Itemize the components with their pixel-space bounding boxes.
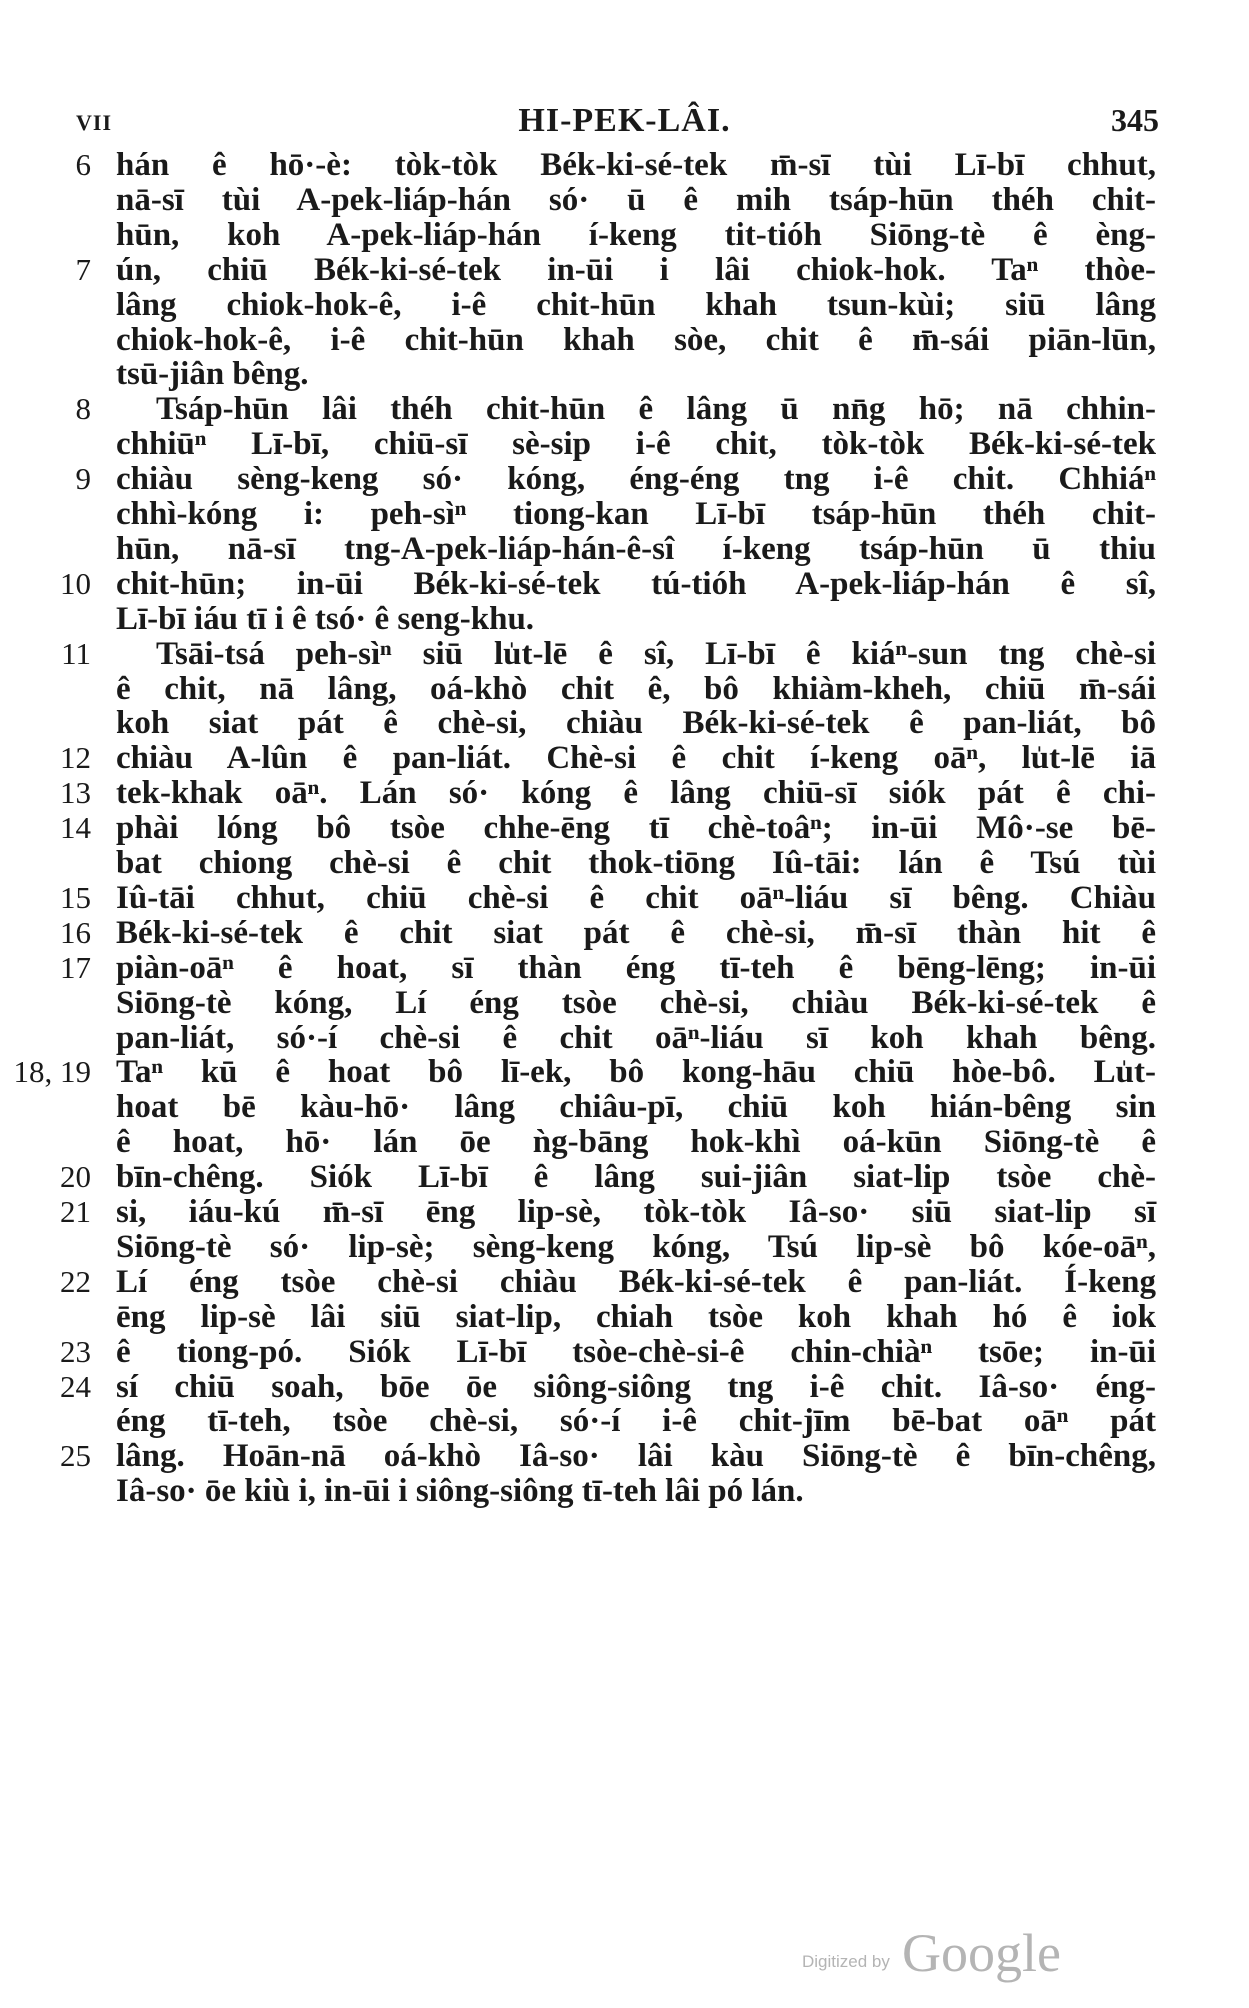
line-text: koh siat pát ê chè-si, chiàu Bék-ki-sé-tek ê pan-liát, bô [116,705,1156,742]
line-text: sí chiū soah, bōe ōe siông-siông tng i-ê chit. Iâ-so· éng- [116,1368,1156,1405]
line-text: ún, chiū Bék-ki-sé-tek in-ūi i lâi chiok-hok. Taⁿ thòe- [116,251,1156,288]
verse-number: 23 [60,1333,91,1369]
line-text: chiàu sèng-keng só· kóng, éng-éng tng i-ê chit. Chhiáⁿ [116,461,1156,498]
verse-number: 6 [75,147,91,182]
line-text: ê hoat, hō· lán ōe ǹg-bāng hok-khì oá-kūn Siōng-tè ê [116,1124,1156,1161]
text-line [0,1468,1249,1514]
line-text: Siōng-tè kóng, Lí éng tsòe chè-si, chiàu Bék-ki-sé-tek ê [116,984,1156,1021]
line-text: hūn, nā-sī tng-A-pek-liáp-hán-ê-sî í-keng tsáp-hūn ū thiu [116,530,1156,567]
verse-number: 22 [60,1263,91,1299]
line-text: lâng. Hoān-nā oá-khò Iâ-so· lâi kàu Siōng-tè ê bīn-chêng, [116,1438,1156,1475]
verse-number: 7 [75,251,91,287]
line-text: ê chit, nā lâng, oá-khò chit ê, bô khiàm-kheh, chiū m̄-sái [116,670,1156,707]
line-text: éng tī-teh, tsòe chè-si, só·-í i-ê chit-jīm bē-bat oāⁿ pát [116,1403,1156,1440]
verse-number: 21 [60,1194,91,1229]
verse-number: 15 [60,879,91,915]
line-text: lâng chiok-hok-ê, i-ê chit-hūn khah tsun-kùi; siū lâng [116,286,1156,323]
line-text: chit-hūn; in-ūi Bék-ki-sé-tek tú-tióh A-pek-liáp-hán ê sî, [116,565,1156,602]
line-text: nā-sī tùi A-pek-liáp-hán só· ū ê mih tsáp-hūn théh chit- [116,181,1156,218]
line-text: phài lóng bô tsòe chhe-ēng tī chè-toâⁿ; in-ūi Mô·-se bē- [116,810,1156,847]
verse-number: 20 [60,1159,91,1195]
line-text: Lī-bī iáu tī i ê tsó· ê seng-khu. [116,600,535,637]
line-text: tsū-jiân bêng. [116,356,309,393]
digitization-watermark [790,1920,1090,1983]
digitized-by-label: Digitized by [802,1952,890,1971]
line-text: piàn-oāⁿ ê hoat, sī thàn éng tī-teh ê bēng-lēng; in-ūi [116,949,1156,986]
verse-number: 25 [60,1438,91,1474]
line-text: Siōng-tè só· lip-sè; sèng-keng kóng, Tsú lip-sè bô kóe-oāⁿ, [116,1228,1156,1265]
line-text: bīn-chêng. Siók Lī-bī ê lâng sui-jiân siat-lip tsòe chè- [116,1159,1156,1196]
verse-number: 18, 19 [13,1054,91,1090]
verse-number: 10 [60,565,91,601]
line-text: hūn, koh A-pek-liáp-hán í-keng tit-tióh Siōng-tè ê èng- [116,216,1156,253]
line-text: chhiūⁿ Lī-bī, chiū-sī sè-sip i-ê chit, tòk-tòk Bék-ki-sé-tek [116,426,1156,463]
line-text: si, iáu-kú m̄-sī ēng lip-sè, tòk-tòk Iâ-so· siū siat-lip sī [116,1194,1156,1230]
verse-number: 11 [61,635,91,671]
line-text: chiok-hok-ê, i-ê chit-hūn khah sòe, chit ê m̄-sái piān-lūn, [116,321,1156,358]
verse-number: 17 [60,949,91,985]
line-text: Tsāi-tsá peh-sìⁿ siū lu̍t-lē ê sî, Lī-bī ê kiáⁿ-sun tng chè-si [156,635,1156,672]
line-text: Lí éng tsòe chè-si chiàu Bék-ki-sé-tek ê pan-liát. Í-keng [116,1263,1156,1300]
line-text: Iâ-so· ōe kiù i, in-ūi i siông-siông tī-teh lâi pó lán. [116,1473,804,1510]
google-logo: Google [902,1923,1061,1983]
line-text: hoat bē kàu-hō· lâng chiâu-pī, chiū koh hián-bêng sin [116,1089,1156,1126]
page-title: HI-PEK-LÂI. [518,102,731,139]
line-text: ê tiong-pó. Siók Lī-bī tsòe-chè-si-ê chin-chiàⁿ tsōe; in-ūi [116,1333,1156,1370]
line-text: Taⁿ kū ê hoat bô lī-ek, bô kong-hāu chiū hòe-bô. Lu̍t- [116,1054,1156,1091]
verse-number: 9 [75,461,91,497]
chapter-number: VII [76,110,113,135]
verse-number: 16 [60,914,91,950]
line-text: chhì-kóng i: peh-sìⁿ tiong-kan Lī-bī tsáp-hūn théh chit- [116,496,1156,532]
line-text: bat chiong chè-si ê chit thok-tiōng Iû-tāi: lán ê Tsú tùi [116,845,1156,881]
verse-number: 8 [75,391,91,427]
line-text: pan-liát, só·-í chè-si ê chit oāⁿ-liáu sī koh khah bêng. [116,1019,1156,1056]
line-text: ēng lip-sè lâi siū siat-lip, chiah tsòe koh khah hó ê iok [116,1298,1156,1335]
line-text: Iû-tāi chhut, chiū chè-si ê chit oāⁿ-liáu sī bêng. Chiàu [116,879,1156,916]
line-text: chiàu A-lûn ê pan-liát. Chè-si ê chit í-keng oāⁿ, lu̍t-lē iā [116,740,1156,777]
line-text: hán ê hō·-è: tòk-tòk Bék-ki-sé-tek m̄-sī tùi Lī-bī chhut, [116,147,1156,183]
verse-number: 14 [60,810,91,846]
page-number: 345 [1111,102,1159,138]
line-text: Bék-ki-sé-tek ê chit siat pát ê chè-si, m̄-sī thàn hit ê [116,914,1156,951]
verse-number: 24 [60,1368,91,1404]
line-text: tek-khak oāⁿ. Lán só· kóng ê lâng chiū-sī siók pát ê chi- [116,775,1156,812]
line-text: Tsáp-hūn lâi théh chit-hūn ê lâng ū nn̄g hō; nā chhin- [156,391,1156,428]
verse-number: 13 [60,775,91,811]
verse-number: 12 [60,740,91,776]
